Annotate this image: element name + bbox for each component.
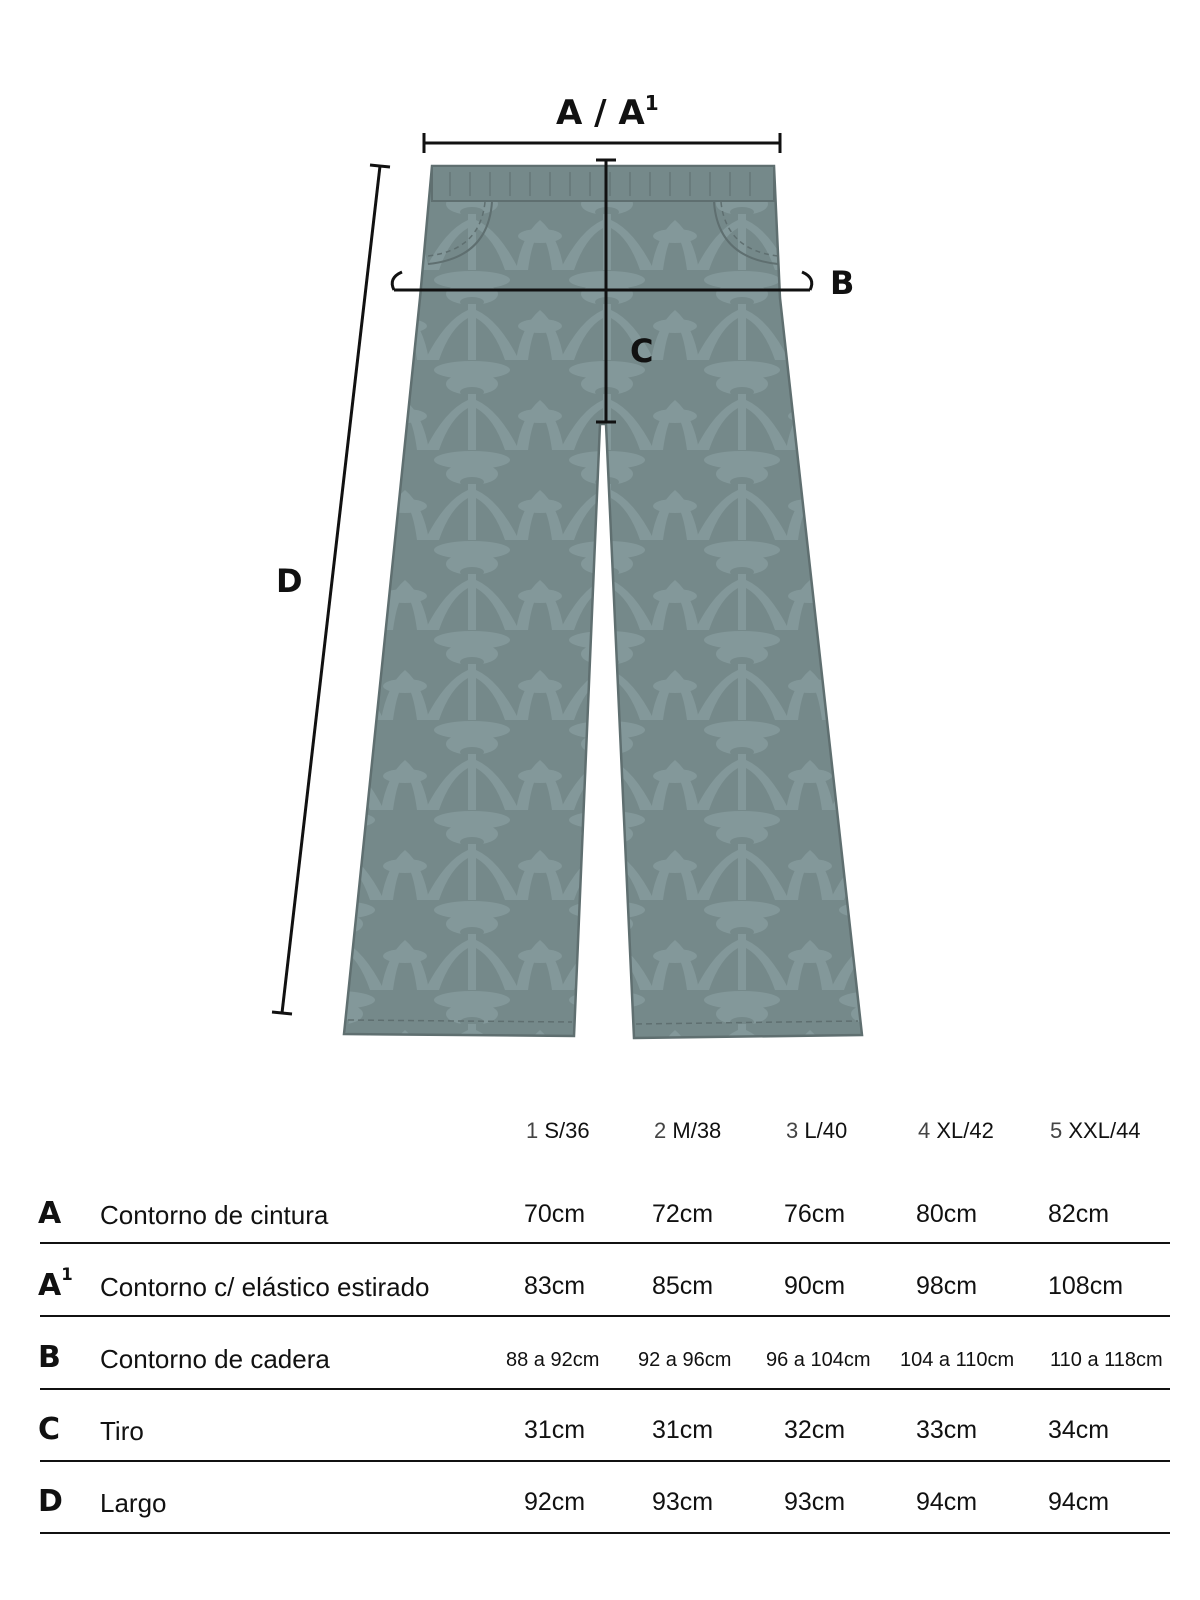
- row-label-waist: Contorno de cintura: [100, 1200, 329, 1230]
- label-c: C: [630, 332, 654, 370]
- label-d: D: [276, 562, 303, 600]
- row-letter-a: A: [38, 1196, 62, 1231]
- row-divider: [40, 1532, 1170, 1534]
- table-cell: 98cm: [916, 1272, 978, 1300]
- table-cell: 82cm: [1048, 1200, 1110, 1228]
- table-cell: 92 a 96cm: [638, 1349, 732, 1371]
- table-cell: 92cm: [524, 1488, 586, 1516]
- row-divider: [40, 1242, 1170, 1244]
- row-label-length: Largo: [100, 1488, 167, 1518]
- label-b: B: [830, 264, 855, 302]
- table-cell: 108cm: [1048, 1272, 1124, 1300]
- table-cell: 104 a 110cm: [900, 1349, 1015, 1371]
- measure-a: [424, 133, 780, 153]
- table-cell: 32cm: [784, 1416, 846, 1444]
- table-cell: 88 a 92cm: [506, 1349, 600, 1371]
- table-cell: 33cm: [916, 1416, 978, 1444]
- table-cell: 80cm: [916, 1200, 978, 1228]
- size-header-5: 5 XXL/44: [1050, 1118, 1141, 1143]
- row-label-stretched: Contorno c/ elástico estirado: [100, 1272, 430, 1302]
- table-cell: 94cm: [1048, 1488, 1110, 1516]
- table-cell: 90cm: [784, 1272, 846, 1300]
- table-cell: 110 a 118cm: [1050, 1349, 1163, 1371]
- row-divider: [40, 1460, 1170, 1462]
- table-cell: 93cm: [784, 1488, 846, 1516]
- pants-illustration: [344, 166, 862, 1038]
- waistband: [432, 166, 774, 201]
- table-cell: 31cm: [652, 1416, 714, 1444]
- table-cell: 85cm: [652, 1272, 714, 1300]
- table-cell: 83cm: [524, 1272, 586, 1300]
- table-cell: 96 a 104cm: [766, 1349, 871, 1371]
- row-label-rise: Tiro: [100, 1416, 144, 1446]
- pants-body: [344, 166, 862, 1038]
- label-a: A / $A^1$: [556, 91, 659, 133]
- size-header-2: 2 M/38: [654, 1118, 722, 1143]
- table-cell: 94cm: [916, 1488, 978, 1516]
- table-cell: 72cm: [652, 1200, 714, 1228]
- table-cell: 70cm: [524, 1200, 586, 1228]
- table-cell: 31cm: [524, 1416, 586, 1444]
- row-letter-a1: $A^1$: [38, 1265, 73, 1303]
- row-letter-d: D: [38, 1484, 63, 1519]
- row-divider: [40, 1388, 1170, 1390]
- row-divider: [40, 1315, 1170, 1317]
- size-header-3: 3 L/40: [786, 1118, 848, 1143]
- row-label-hip: Contorno de cadera: [100, 1344, 330, 1374]
- size-header-1: 1 S/36: [526, 1118, 590, 1143]
- row-letter-c: C: [38, 1412, 61, 1447]
- size-header-4: 4 XL/42: [918, 1118, 994, 1143]
- table-cell: 76cm: [784, 1200, 846, 1228]
- table-cell: 34cm: [1048, 1416, 1110, 1444]
- table-cell: 93cm: [652, 1488, 714, 1516]
- row-letter-b: B: [38, 1340, 61, 1375]
